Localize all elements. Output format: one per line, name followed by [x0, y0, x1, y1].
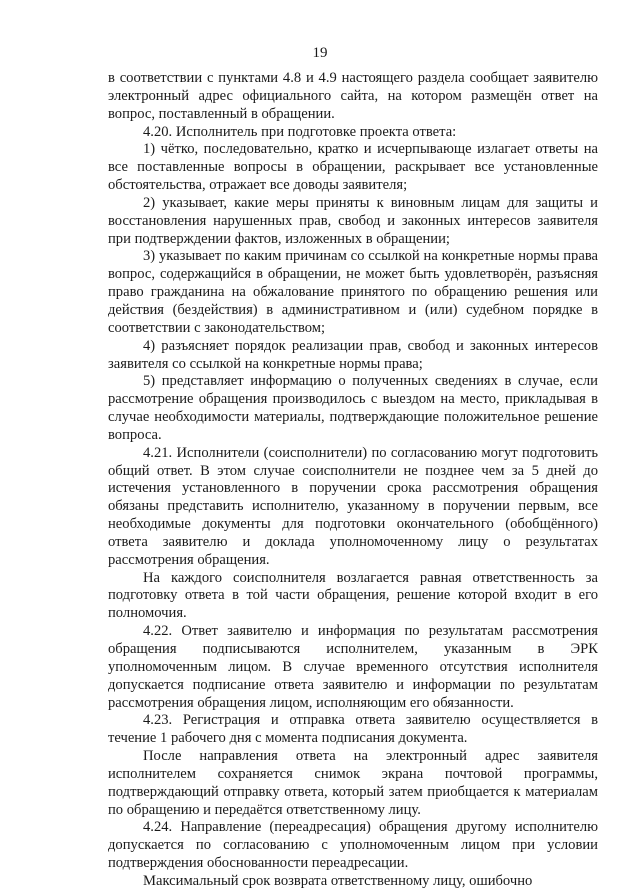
paragraph: 4.22. Ответ заявителю и информация по результатам рассмотрения обращения подписываются исполнителем, указанным в ЭРК уполномоченным лицом. В случае временного отсутствия исполнителя допускается подписание ответа заявителю и информации по результатам рассмотрения обращения лицом, исполняющим его обязанности.	[108, 623, 598, 711]
paragraph: в соответствии с пунктами 4.8 и 4.9 настоящего раздела сообщает заявителю электронный адрес официального сайта, на котором размещён ответ на вопрос, поставленный в обращении.	[108, 70, 598, 122]
paragraph: 1) чётко, последовательно, кратко и исчерпывающе излагает ответы на все поставленные вопросы в обращении, раскрывает все установленные обстоятельства, отражает все доводы заявителя;	[108, 141, 598, 194]
paragraph: 4.21. Исполнители (соисполнители) по согласованию могут подготовить общий ответ. В этом случае соисполнители не позднее чем за 5 дней до истечения установленного в поручении срока рассмотрения обращения обязаны представить исполнителю, указанному в поручении первым, все необходимые документы для подготовки окончательного (обобщённого) ответа заявителю и доклада уполномоченному лицу о результатах рассмотрения обращения.	[108, 444, 598, 568]
paragraph: 4.20. Исполнитель при подготовке проекта ответа:	[143, 123, 457, 140]
paragraph: Максимальный срок возврата ответственному лицу, ошибочно	[143, 872, 533, 889]
paragraph: После направления ответа на электронный адрес заявителя исполнителем сохраняется снимок экрана почтовой программы, подтверждающий отправку ответа, который затем приобщается к материалам по обращению и передаётся ответственному лицу.	[108, 748, 598, 818]
paragraph: 3) указывает по каким причинам со ссылкой на конкретные нормы права вопрос, содержащийся в обращении, не может быть удовлетворён, разъясняя право гражданина на обжалование принятого по обращению решения или действия (бездействия) в административном и (или) судебном порядке в соответствии с законодательством;	[108, 248, 598, 336]
paragraph: 5) представляет информацию о полученных сведениях в случае, если рассмотрение обращения производилось с выездом на место, прикладывая в случае необходимости материалы, подтверждающие положительное решение вопроса.	[108, 373, 598, 443]
page-number: 19	[312, 45, 328, 61]
paragraph: 4) разъясняет порядок реализации прав, свобод и законных интересов заявителя со ссылкой на конкретные нормы права;	[108, 337, 598, 372]
document-body	[108, 70, 598, 891]
paragraph: 2) указывает, какие меры приняты к виновным лицам для защиты и восстановления нарушенных прав, свобод и законных интересов заявителя при подтверждении фактов, изложенных в обращении;	[108, 194, 598, 247]
paragraph: 4.24. Направление (переадресация) обращения другому исполнителю допускается по согласованию с уполномоченным лицом при условии подтверждения обоснованности переадресации.	[108, 819, 598, 872]
paragraph: 4.23. Регистрация и отправка ответа заявителю осуществляется в течение 1 рабочего дня с момента подписания документа.	[108, 712, 598, 747]
paragraph: На каждого соисполнителя возлагается равная ответственность за подготовку ответа в той части обращения, решение которой входит в его полномочия.	[108, 569, 598, 622]
